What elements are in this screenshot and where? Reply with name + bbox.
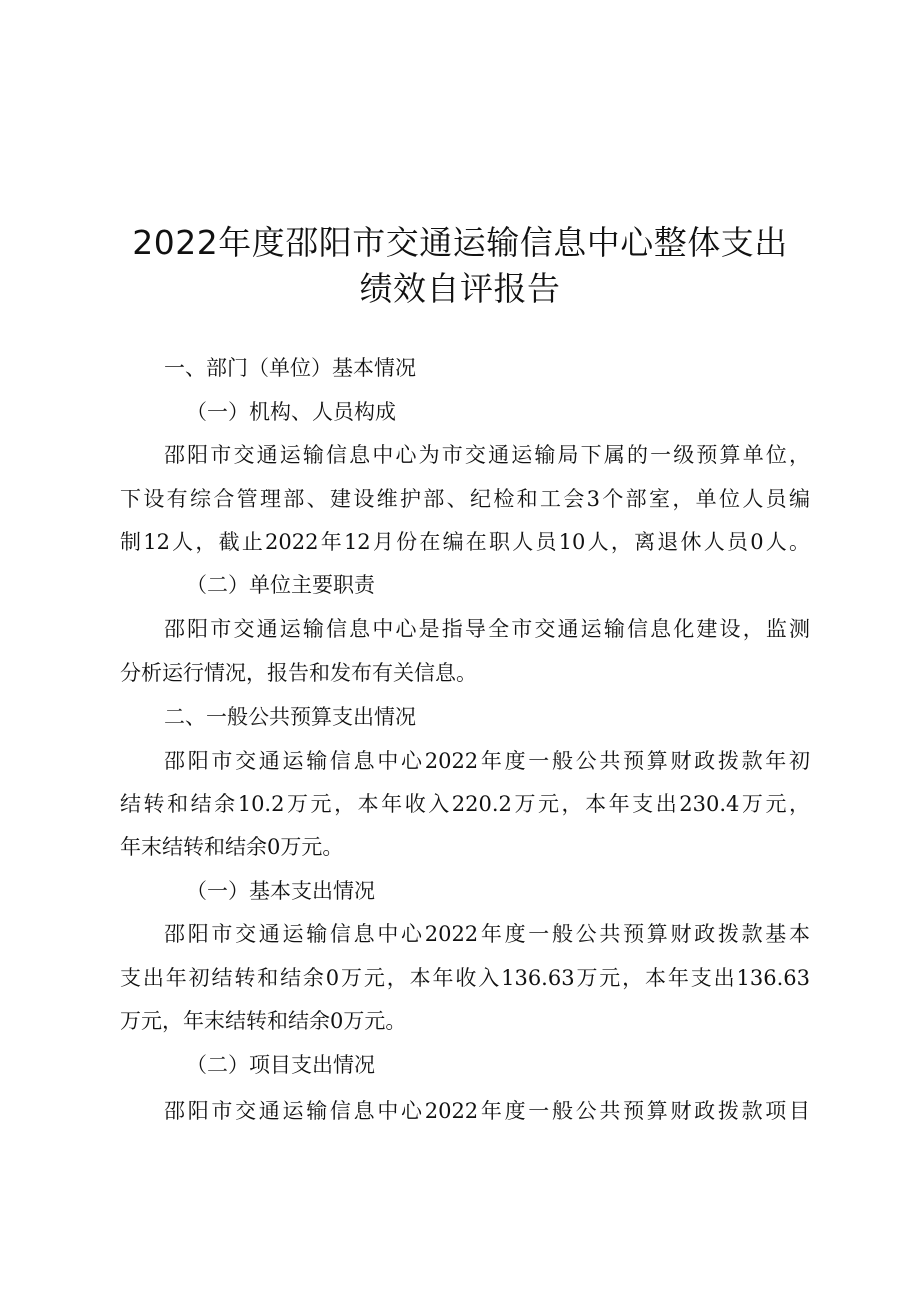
section-2-heading: 二、一般公共预算支出情况 (164, 705, 416, 729)
paragraph-line: 邵阳市交通运输信息中心2022年度一般公共预算财政拨款年初 (164, 749, 810, 773)
section-1-heading: 一、部门（单位）基本情况 (164, 356, 416, 380)
paragraph-line: 邵阳市交通运输信息中心是指导全市交通运输信息化建设，监测 (164, 617, 810, 641)
section-1-sub-1-heading: （一）机构、人员构成 (186, 400, 396, 424)
document-title-line-2: 绩效自评报告 (359, 269, 561, 308)
section-1-sub-2-heading: （二）单位主要职责 (186, 573, 375, 597)
paragraph-line: 万元，年末结转和结余0万元。 (120, 1009, 407, 1033)
paragraph-line: 支出年初结转和结余0万元，本年收入136.63万元，本年支出136.63 (120, 966, 810, 990)
paragraph-line: 结转和结余10.2万元，本年收入220.2万元，本年支出230.4万元， (120, 792, 810, 816)
document-title-line-1: 2022年度邵阳市交通运输信息中心整体支出 (132, 223, 788, 262)
paragraph-line: 年末结转和结余0万元。 (120, 835, 344, 859)
paragraph-line: 分析运行情况，报告和发布有关信息。 (120, 661, 477, 685)
paragraph-line: 邵阳市交通运输信息中心为市交通运输局下属的一级预算单位， (164, 443, 810, 467)
paragraph-line: 制12人，截止2022年12月份在编在职人员10人，离退休人员0人。 (120, 530, 810, 554)
section-2-sub-2-heading: （二）项目支出情况 (186, 1053, 375, 1077)
paragraph-line: 下设有综合管理部、建设维护部、纪检和工会3个部室，单位人员编 (120, 487, 810, 511)
paragraph-line: 邵阳市交通运输信息中心2022年度一般公共预算财政拨款项目 (164, 1099, 810, 1123)
paragraph-line: 邵阳市交通运输信息中心2022年度一般公共预算财政拨款基本 (164, 922, 810, 946)
section-2-sub-1-heading: （一）基本支出情况 (186, 879, 375, 903)
